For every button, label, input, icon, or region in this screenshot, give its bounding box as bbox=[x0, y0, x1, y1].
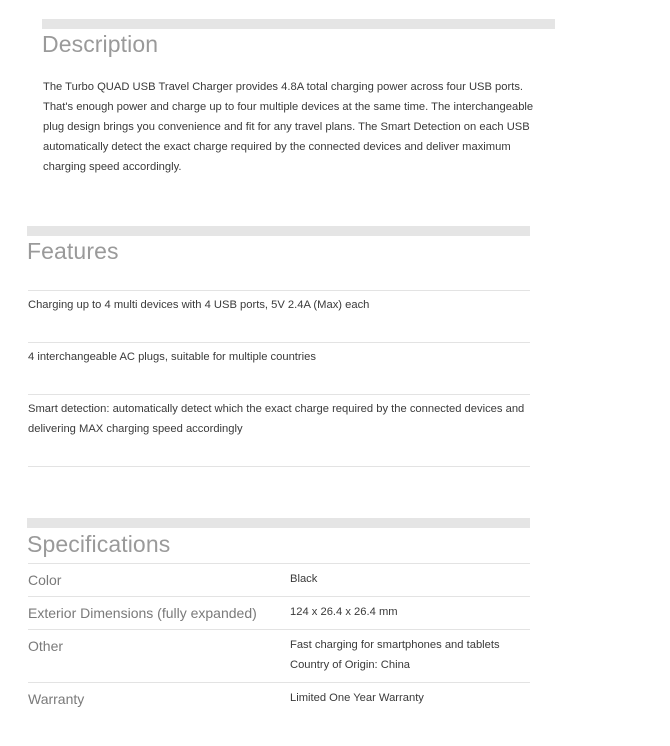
spec-value-warranty: Limited One Year Warranty bbox=[290, 692, 424, 704]
divider bbox=[28, 394, 530, 395]
divider bbox=[28, 682, 530, 683]
description-heading: Description bbox=[42, 31, 159, 57]
description-header-bar bbox=[42, 19, 555, 29]
spec-label-warranty: Warranty bbox=[28, 691, 85, 707]
divider bbox=[28, 466, 530, 467]
features-heading: Features bbox=[27, 238, 119, 264]
feature-item: Smart detection: automatically detect which the exact charge required by the connected devices and delivering MAX charging speed accordingly bbox=[28, 403, 525, 435]
feature-item: 4 interchangeable AC plugs, suitable for multiple countries bbox=[28, 351, 316, 363]
spec-value-color: Black bbox=[290, 573, 318, 585]
description-text: The Turbo QUAD USB Travel Charger provides 4.8A total charging power across four USB ports. That's enough power and charge up to four multiple devices at the same time. The interchangeable plug design brings you convenience and fit for any travel plans. The Smart Detection on each USB automatically detect the exact charge required by the connected devices and deliver maximum charging speed accordingly. bbox=[43, 81, 534, 173]
specifications-heading: Specifications bbox=[27, 531, 171, 557]
divider bbox=[28, 563, 530, 564]
divider bbox=[28, 596, 530, 597]
feature-item: Charging up to 4 multi devices with 4 USB ports, 5V 2.4A (Max) each bbox=[28, 299, 370, 311]
spec-label-dimensions: Exterior Dimensions (fully expanded) bbox=[28, 605, 257, 621]
divider bbox=[28, 290, 530, 291]
specifications-header-bar bbox=[27, 518, 530, 528]
spec-value-other-2: Country of Origin: China bbox=[290, 659, 411, 671]
spec-label-other: Other bbox=[28, 638, 64, 654]
spec-label-color: Color bbox=[28, 572, 62, 588]
spec-value-dimensions: 124 x 26.4 x 26.4 mm bbox=[290, 606, 398, 618]
features-header-bar bbox=[27, 226, 530, 236]
divider bbox=[28, 629, 530, 630]
spec-value-other-1: Fast charging for smartphones and tablets bbox=[290, 639, 500, 651]
divider bbox=[28, 342, 530, 343]
